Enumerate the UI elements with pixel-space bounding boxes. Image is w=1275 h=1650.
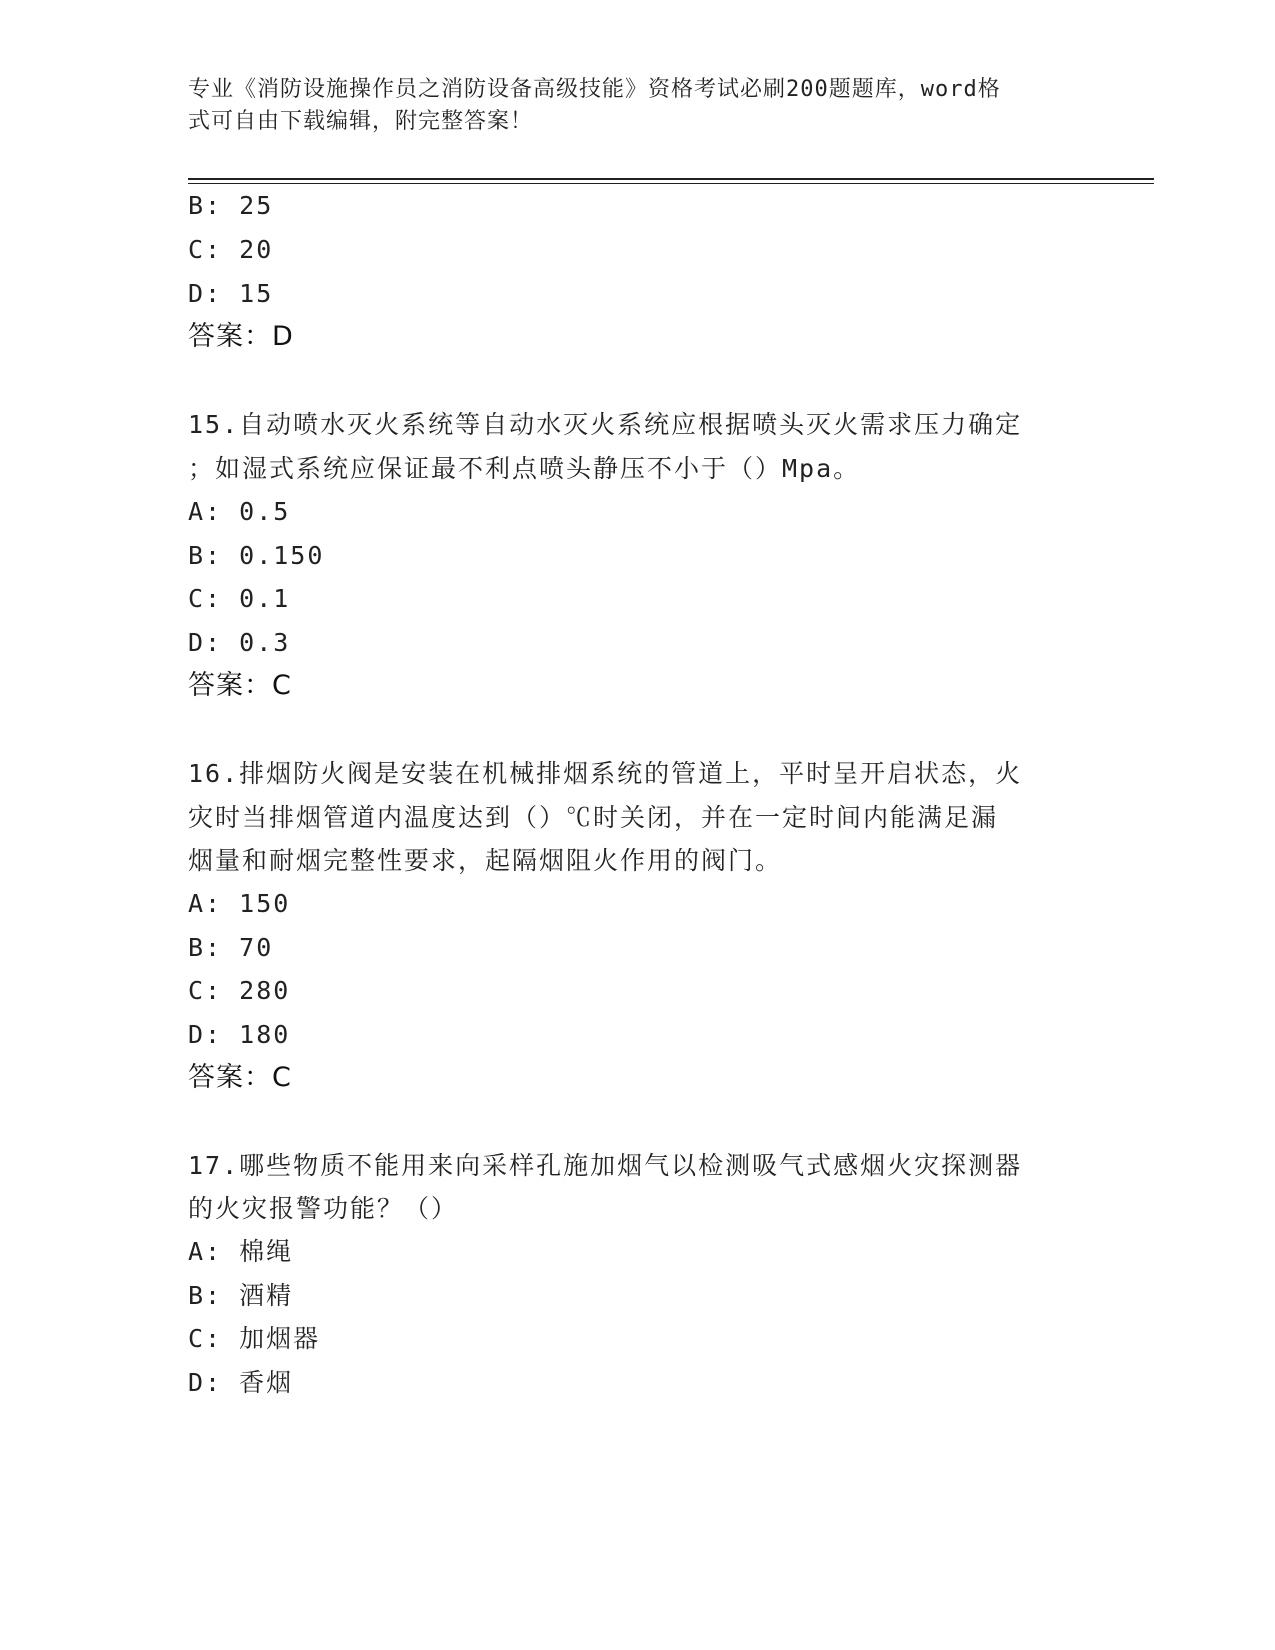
q16-option-b: B: 70 — [188, 933, 274, 962]
header-rule — [188, 178, 1154, 180]
q17-text-line-1: 17.哪些物质不能用来向采样孔施加烟气以检测吸气式感烟火灾探测器 — [188, 1151, 1023, 1180]
q16-text-line-3: 烟量和耐烟完整性要求，起隔烟阻火作用的阀门。 — [188, 846, 783, 875]
page-header — [188, 74, 1068, 138]
q17-option-a: A: 棉绳 — [188, 1237, 294, 1266]
q16-text-line-1: 16.排烟防火阀是安装在机械排烟系统的管道上，平时呈开启状态，火 — [188, 759, 1023, 788]
q16-text-line-2: 灾时当排烟管道内温度达到（）℃时关闭，并在一定时间内能满足漏 — [188, 803, 999, 832]
q17-option-d: D: 香烟 — [188, 1368, 294, 1397]
q16-answer: 答案：C — [188, 1062, 292, 1093]
q14-option-d: D: 15 — [188, 279, 274, 308]
q17-option-c: C: 加烟器 — [188, 1324, 321, 1353]
q14-option-b: B: 25 — [188, 191, 274, 220]
q15-option-b: B: 0.150 — [188, 541, 325, 570]
q15-text-line-1: 15.自动喷水灭火系统等自动水灭火系统应根据喷头灭火需求压力确定 — [188, 410, 1023, 439]
q16-option-d: D: 180 — [188, 1020, 291, 1049]
q17-text-line-2: 的火灾报警功能？（） — [188, 1194, 459, 1223]
header-line-1: 专业《消防设施操作员之消防设备高级技能》资格考试必刷200题题库，word格 — [188, 77, 1001, 102]
q16-option-a: A: 150 — [188, 889, 291, 918]
q15-option-a: A: 0.5 — [188, 497, 291, 526]
q15-text-line-2: ；如湿式系统应保证最不利点喷头静压不小于（）Mpa。 — [188, 454, 861, 483]
q17-option-b: B: 酒精 — [188, 1281, 294, 1310]
q15-option-d: D: 0.3 — [188, 628, 291, 657]
header-rule-thin — [188, 183, 1154, 184]
q15-answer: 答案：C — [188, 670, 292, 701]
q14-option-c: C: 20 — [188, 235, 274, 264]
q14-answer: 答案：D — [188, 321, 294, 352]
q15-option-c: C: 0.1 — [188, 584, 291, 613]
q16-option-c: C: 280 — [188, 976, 291, 1005]
header-line-2: 式可自由下载编辑，附完整答案！ — [188, 109, 534, 134]
